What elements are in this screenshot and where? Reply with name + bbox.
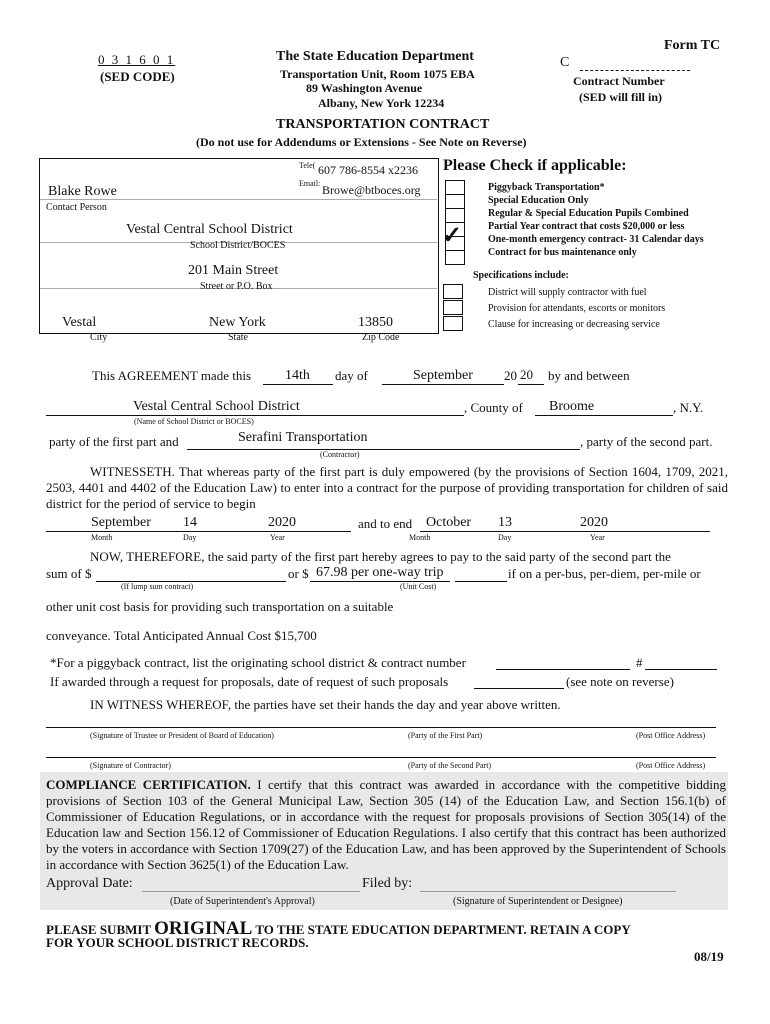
check-label-regular-special: Regular & Special Education Pupils Combined (488, 208, 689, 219)
street-label: Street or P.O. Box (200, 281, 273, 292)
start-month-caption: Month (91, 533, 113, 542)
contract-fill-note: (SED will fill in) (579, 90, 663, 104)
state-label: State (228, 332, 248, 343)
witness-text: IN WITNESS WHEREOF, the parties have set their hands the day and year above written. (90, 697, 561, 712)
agreement-made-this: This AGREEMENT made this (92, 368, 252, 383)
approval-date-caption: (Date of Superintendent's Approval) (170, 896, 315, 907)
checkbox-fuel[interactable] (443, 284, 463, 299)
piggyback-hash: # (636, 655, 643, 670)
ny-label: , N.Y. (673, 400, 704, 415)
check-mark-icon: ✓ (442, 223, 463, 249)
checkbox-service-clause[interactable] (443, 316, 463, 331)
dept-unit: Transportation Unit, Room 1075 EBA (280, 67, 475, 81)
end-date-line (420, 531, 710, 532)
street-field[interactable]: 201 Main Street (188, 263, 279, 278)
zip-field[interactable]: 13850 (358, 315, 393, 330)
contract-prefix: C (560, 55, 570, 70)
filed-by-caption: (Signature of Superintendent or Designee) (453, 896, 623, 907)
email-label: Email: (299, 179, 321, 188)
county-field[interactable]: Broome (549, 399, 595, 414)
check-label-partial-year: Partial Year contract that costs $20,000 or less (488, 221, 685, 232)
start-date-line (46, 531, 351, 532)
city-field[interactable]: Vestal (62, 315, 97, 330)
email-field[interactable]: Browe@btboces.org (322, 183, 421, 197)
contract-number-field[interactable] (580, 70, 690, 71)
other-unit-text: other unit cost basis for providing such transportation on a suitable (46, 599, 394, 614)
spec-label-service-clause: Clause for increasing or decreasing service (488, 319, 660, 330)
submit-original: ORIGINAL (154, 918, 253, 939)
specs-heading: Specifications include: (473, 270, 569, 281)
compliance-paragraph (46, 777, 726, 873)
tele-label: Tele( (299, 161, 316, 170)
state-field[interactable]: New York (209, 315, 266, 330)
contact-name-label: Contact Person (46, 202, 107, 213)
second-part-label: , party of the second part. (580, 434, 713, 449)
agreement-year-line (518, 384, 544, 385)
po-address-caption: (Post Office Address) (636, 731, 706, 740)
agreement-day-line (263, 384, 333, 385)
checkbox-regular-special[interactable] (445, 208, 465, 223)
agreement-and-between: by and between (548, 368, 630, 383)
po-address-caption: (Post Office Address) (636, 761, 706, 770)
check-label-one-month: One-month emergency contract- 31 Calendar days (488, 234, 704, 245)
contract-number-label: Contract Number (573, 74, 665, 88)
unit-cost-caption: (Unit Cost) (400, 582, 437, 591)
agreement-day-of: day of (335, 368, 368, 383)
district-name-line (46, 415, 464, 416)
approval-date-field[interactable] (142, 891, 360, 892)
first-party-caption: (Party of the First Part) (408, 731, 483, 740)
spec-label-fuel: District will supply contractor with fuel (488, 287, 647, 298)
end-day-caption: Day (498, 533, 512, 542)
lump-sum-caption: (If lump sum contract) (121, 582, 194, 591)
unit-cost-field[interactable]: 67.98 per one-way trip (316, 565, 444, 580)
agreement-day-field[interactable]: 14th (285, 368, 310, 383)
checkbox-attendants[interactable] (443, 300, 463, 315)
per-bus-text: if on a per-bus, per-diem, per-mile or (508, 566, 701, 581)
district-label: School District/BOCES (190, 240, 286, 251)
start-day-field[interactable]: 14 (183, 515, 197, 530)
contractor-field[interactable]: Serafini Transportation (238, 430, 368, 445)
dept-street: 89 Washington Avenue (306, 81, 423, 95)
checklist-heading: Please Check if applicable: (443, 157, 627, 174)
filed-by-label: Filed by: (362, 876, 413, 891)
compliance-heading: COMPLIANCE CERTIFICATION. (46, 777, 251, 792)
rfp-date-field[interactable] (474, 688, 564, 689)
check-label-bus-maintenance: Contract for bus maintenance only (488, 247, 637, 258)
district-caption: (Name of School District or BOCES) (134, 417, 254, 426)
submit-pre: PLEASE SUBMIT (46, 922, 151, 937)
contractor-caption: (Contractor) (320, 450, 360, 459)
county-line (535, 415, 673, 416)
piggyback-contract-field[interactable] (645, 669, 717, 670)
city-label: City (90, 332, 108, 343)
check-label-special-ed: Special Education Only (488, 195, 589, 206)
form-subtitle: (Do not use for Addendums or Extensions - See Note on Reverse) (196, 135, 527, 149)
spec-label-attendants: Provision for attendants, escorts or monitors (488, 303, 666, 314)
form-version: 08/19 (694, 949, 724, 964)
piggyback-district-field[interactable] (496, 669, 630, 670)
per-bus-field[interactable] (455, 581, 507, 582)
witnesseth-paragraph: WITNESSETH. That whereas party of the first part is duly empowered (by the provisions of Section 1604, 1709, 2021, 2503, 4401 and 4402 of the Education Law) to enter into a contract for the purpose of providing transportation for children of said district for the period of service to begin (46, 464, 728, 511)
agreement-month-line (382, 384, 504, 385)
contractor-line (187, 449, 580, 450)
county-label: , County of (464, 400, 523, 415)
end-day-field[interactable]: 13 (498, 515, 512, 530)
rfp-note: If awarded through a request for proposals, date of request of such proposals (50, 674, 449, 689)
sed-code-value: 0 3 1 6 0 1 (98, 52, 176, 67)
agreement-month-field[interactable]: September (413, 368, 473, 383)
first-part-label: party of the first part and (49, 434, 179, 449)
form-title: TRANSPORTATION CONTRACT (276, 117, 490, 132)
end-year-field[interactable]: 2020 (580, 515, 608, 530)
contractor-signature-caption: (Signature of Contractor) (90, 761, 171, 770)
and-to-end-label: and to end (358, 516, 413, 531)
or-dollar-label: or $ (288, 566, 309, 581)
checkbox-special-ed[interactable] (445, 194, 465, 209)
submit-notice-line2: FOR YOUR SCHOOL DISTRICT RECORDS. (46, 935, 309, 950)
end-month-caption: Month (409, 533, 431, 542)
agreement-district-field[interactable]: Vestal Central School District (133, 399, 300, 414)
agreement-year-prefix: 20 (504, 368, 517, 383)
sed-code-label: (SED CODE) (100, 69, 175, 84)
start-day-caption: Day (183, 533, 197, 542)
district-field[interactable]: Vestal Central School District (126, 222, 293, 237)
start-month-field[interactable]: September (91, 515, 151, 530)
start-year-caption: Year (270, 533, 285, 542)
compliance-body: I certify that this contract was awarded in accordance with the competitive bidding provisions of Section 103 of the General Municipal Law, Section 305 (14) of the Education Law, and Section 156.1(b) of Commissioner of Education Regulations, or in accordance with the request for proposals provisions of Section 305(14) of the Education law and Section 156.12 of Commissioner of Education Regulations. I also certify that this contract has been authorized by the voters in accordance with Section 1709(27) of the Education Law, and has been approved by the Superintendent of Schools in accordance with Section 3625(1) of the Education Law. (46, 777, 726, 872)
submit-post: TO THE STATE EDUCATION DEPARTMENT. RETAIN A COPY (255, 922, 631, 937)
checkbox-piggyback[interactable] (445, 180, 465, 195)
check-label-piggyback: Piggyback Transportation* (488, 182, 605, 193)
end-month-field[interactable]: October (426, 515, 472, 530)
form-id: Form TC (664, 38, 721, 53)
conveyance-text: conveyance. Total Anticipated Annual Cost $15,700 (46, 628, 317, 643)
trustee-signature-caption: (Signature of Trustee or President of Board of Education) (90, 731, 274, 740)
end-year-caption: Year (590, 533, 605, 542)
sum-of-label: sum of $ (46, 566, 92, 581)
start-year-field[interactable]: 2020 (268, 515, 296, 530)
approval-date-label: Approval Date: (46, 876, 133, 891)
agreement-year-field[interactable]: 20 (520, 367, 533, 382)
checkbox-bus-maintenance[interactable] (445, 250, 465, 265)
signature-line-second-party[interactable] (46, 757, 716, 758)
signature-line-first-party[interactable] (46, 727, 716, 728)
piggyback-note: *For a piggyback contract, list the originating school district & contract number (50, 655, 466, 670)
now-therefore-text: NOW, THEREFORE, the said party of the first part hereby agrees to pay to the said party of the second part the (90, 549, 671, 564)
second-party-caption: (Party of the Second Part) (408, 761, 492, 770)
tele-field[interactable]: 607 786-8554 x2236 (318, 163, 418, 177)
dept-city: Albany, New York 12234 (318, 96, 445, 110)
contact-name-field[interactable]: Blake Rowe (48, 184, 117, 199)
filed-by-field[interactable] (420, 891, 676, 892)
rfp-tail: (see note on reverse) (566, 674, 674, 689)
zip-label: Zip Code (362, 332, 400, 343)
dept-name: The State Education Department (276, 49, 474, 64)
